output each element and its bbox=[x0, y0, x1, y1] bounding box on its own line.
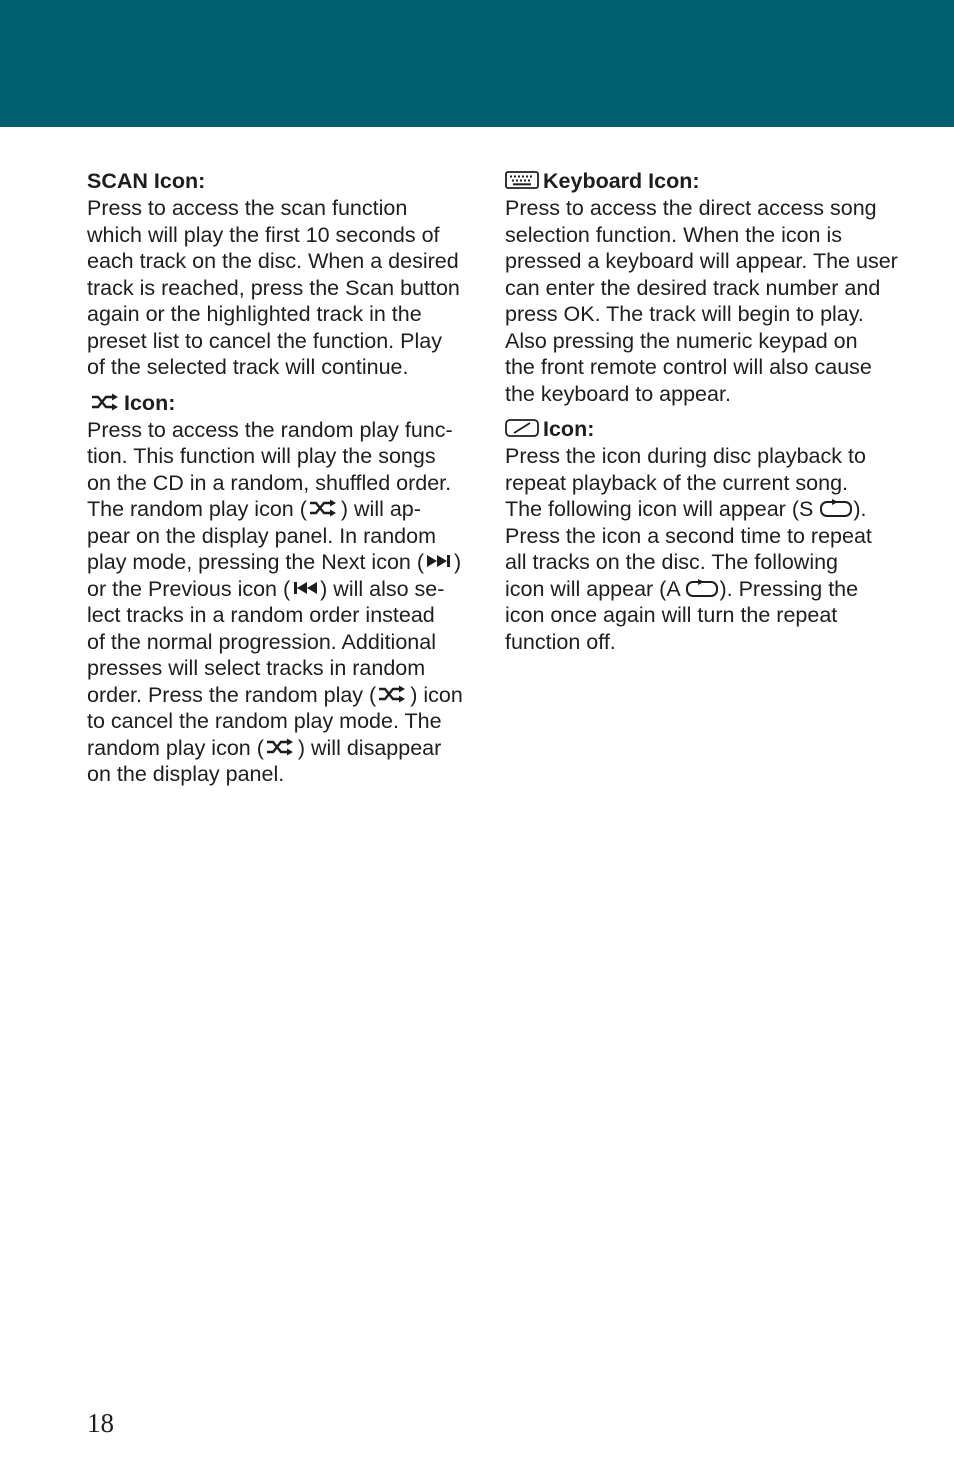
random-section bbox=[87, 390, 477, 788]
random-line: presses will select tracks in random bbox=[87, 656, 426, 680]
keyboard-line: pressed a keyboard will appear. The user bbox=[505, 249, 898, 273]
random-line: or the Previous icon ( ) will also se- bbox=[87, 576, 445, 601]
scan-line: again or the highlighted track in the bbox=[87, 302, 422, 326]
shuffle-icon bbox=[266, 738, 296, 756]
random-line: pear on the display panel. In random bbox=[87, 523, 437, 548]
scan-line: Press to access the scan function bbox=[87, 196, 408, 220]
random-line: on the display panel. bbox=[87, 762, 285, 786]
header-band bbox=[0, 0, 954, 127]
keyboard-line: the keyboard to appear. bbox=[505, 381, 731, 406]
keyboard-line: Press to access the direct access song bbox=[505, 196, 877, 220]
random-heading bbox=[87, 390, 477, 417]
shuffle-icon bbox=[309, 499, 339, 517]
random-line: of the normal progression. Additional bbox=[87, 629, 436, 654]
scan-line: track is reached, press the Scan button bbox=[87, 275, 460, 300]
random-line: lect tracks in a random order instead bbox=[87, 603, 435, 627]
keyboard-section bbox=[505, 168, 915, 407]
keyboard-line: Also pressing the numeric keypad on bbox=[505, 328, 858, 353]
scan-section bbox=[87, 168, 477, 381]
random-line: Press to access the random play func- bbox=[87, 417, 453, 442]
shuffle-icon bbox=[91, 393, 121, 411]
random-line: The random play icon ( ) will ap- bbox=[87, 497, 421, 521]
shuffle-icon bbox=[378, 685, 408, 703]
keyboard-line: press OK. The track will begin to play. bbox=[505, 302, 864, 326]
random-line: random play icon ( ) will disappear bbox=[87, 735, 442, 760]
random-line: on the CD in a random, shuffled order. bbox=[87, 470, 452, 495]
scan-line: of the selected track will continue. bbox=[87, 355, 409, 379]
previous-track-icon bbox=[292, 581, 318, 595]
repeat-line: function off. bbox=[505, 629, 616, 654]
repeat-line: icon will appear (A ). Pressing the bbox=[505, 576, 859, 601]
repeat-line: repeat playback of the current song. bbox=[505, 470, 849, 495]
random-line: play mode, pressing the Next icon ( ) bbox=[87, 550, 462, 574]
keyboard-line: the front remote control will also cause bbox=[505, 355, 872, 379]
repeat-one-icon bbox=[819, 498, 853, 518]
keyboard-line: selection function. When the icon is bbox=[505, 222, 843, 247]
scan-line: preset list to cancel the function. Play bbox=[87, 328, 442, 353]
repeat-line: The following icon will appear (S ). bbox=[505, 497, 867, 521]
repeat-line: all tracks on the disc. The following bbox=[505, 550, 839, 574]
repeat-all-icon bbox=[685, 578, 719, 598]
right-column bbox=[505, 168, 915, 664]
repeat-heading bbox=[505, 416, 915, 443]
repeat-line: Press the icon a second time to repeat bbox=[505, 523, 872, 548]
random-line: tion. This function will play the songs bbox=[87, 444, 436, 468]
scan-heading: SCAN Icon: bbox=[87, 169, 206, 193]
repeat-section bbox=[505, 416, 915, 655]
left-column bbox=[87, 168, 477, 797]
repeat-line: icon once again will turn the repeat bbox=[505, 603, 838, 627]
random-heading-label: Icon: bbox=[124, 390, 176, 415]
page-number: 18 bbox=[87, 1408, 114, 1438]
random-line: order. Press the random play ( ) icon bbox=[87, 682, 463, 707]
keyboard-heading-label: Keyboard Icon: bbox=[543, 169, 700, 193]
scan-line: which will play the first 10 seconds of bbox=[87, 222, 440, 247]
keyboard-heading bbox=[505, 168, 915, 195]
keyboard-icon bbox=[505, 171, 539, 189]
repeat-icon bbox=[505, 419, 539, 437]
scan-line: each track on the disc. When a desired bbox=[87, 249, 459, 273]
repeat-heading-label: Icon: bbox=[543, 417, 595, 441]
next-track-icon bbox=[426, 554, 452, 568]
repeat-line: Press the icon during disc playback to bbox=[505, 444, 866, 468]
random-line: to cancel the random play mode. The bbox=[87, 709, 442, 733]
keyboard-line: can enter the desired track number and bbox=[505, 275, 881, 300]
